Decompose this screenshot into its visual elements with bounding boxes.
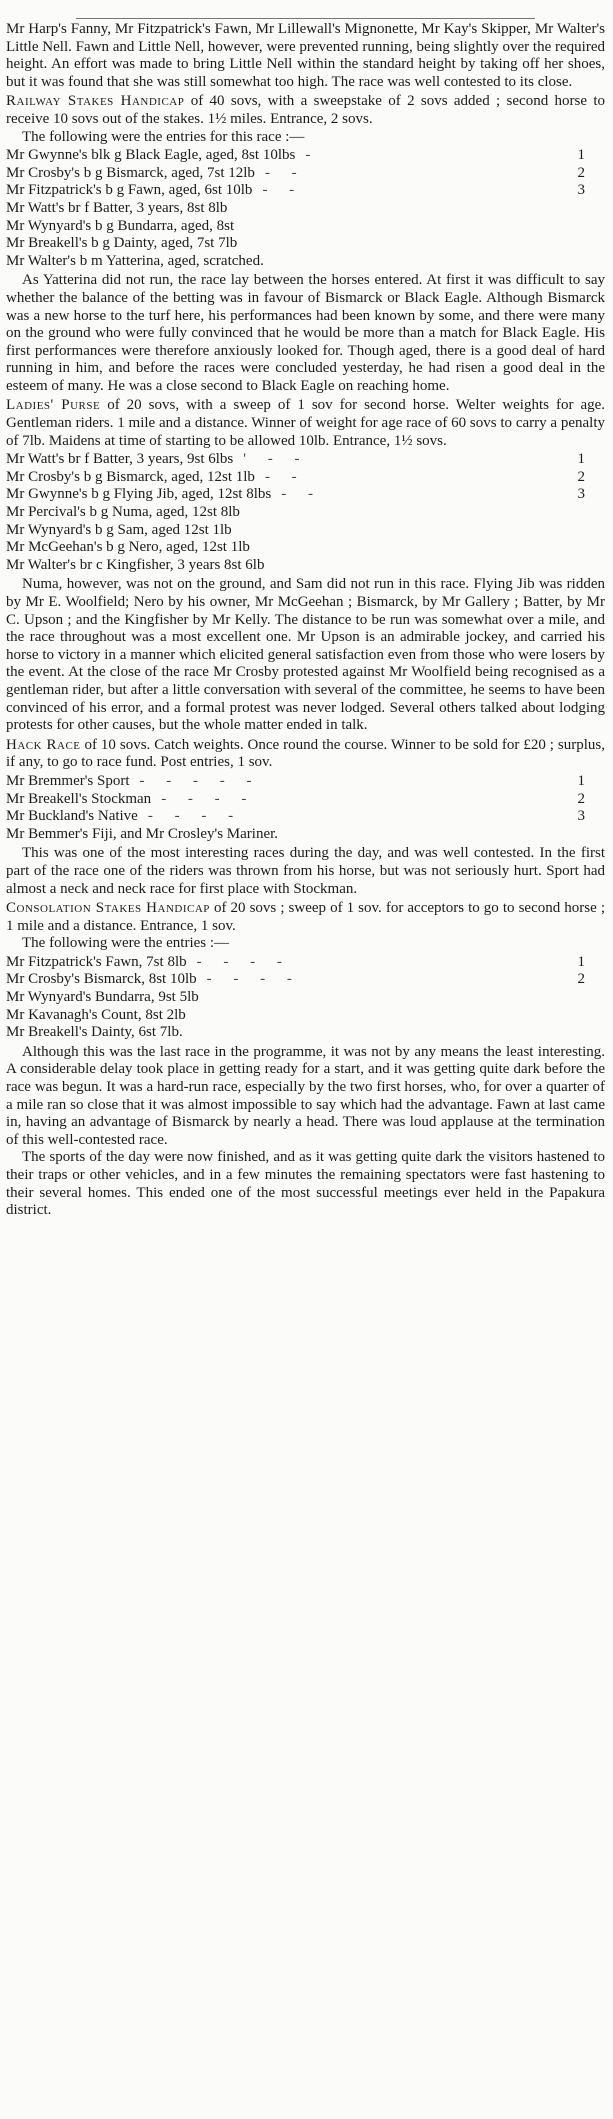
entry-leader-dots bbox=[234, 218, 557, 236]
entry-leader-dots bbox=[186, 1007, 557, 1025]
entry-placing: 2 bbox=[577, 790, 585, 807]
entry-row bbox=[6, 147, 605, 165]
entry-leader-dots bbox=[227, 200, 557, 218]
entry-leader-dots bbox=[250, 539, 557, 557]
race-heading bbox=[6, 397, 605, 450]
entry-leader-dots: - - bbox=[264, 468, 306, 485]
entry-horse: Mr Fitzpatrick's Fawn, 7st 8lb bbox=[6, 953, 187, 970]
race-terms: of 20 sovs, with a sweep of 1 sov for second horse. Welter weights for age. Gentleman riders. 1 mile and a distance. Winner of weight for age race of 60 sovs to carry a penalty of 7lb. Maidens at time of starting to be allowed 10lb. Entrance, 1½ sovs. bbox=[6, 397, 606, 449]
entry-placing bbox=[557, 253, 605, 271]
entry-leader-dots bbox=[237, 235, 557, 253]
entry-row bbox=[6, 808, 605, 826]
entry-horse: Mr Fitzpatrick's b g Fawn, aged, 6st 10lb bbox=[6, 182, 253, 199]
entry-row bbox=[6, 200, 605, 218]
entry-horse: Mr Bemmer's Fiji, and Mr Crosley's Mariner. bbox=[6, 825, 279, 842]
entry-placing bbox=[557, 826, 605, 844]
race-block bbox=[6, 900, 605, 1220]
entry-horse: Mr Gwynne's b g Flying Jib, aged, 12st 8lbs bbox=[6, 486, 272, 503]
entry-placing: 1 bbox=[577, 772, 585, 789]
race-terms: of 40 sovs, with a sweepstake of 2 sovs added ; second horse to receive 10 sovs out of the stakes. 1½ miles. Entrance, 2 sovs. bbox=[6, 93, 606, 127]
entry-placing bbox=[557, 235, 605, 253]
entry-leader-dots bbox=[199, 989, 557, 1007]
entry-leader-dots bbox=[278, 826, 557, 844]
entry-row bbox=[6, 1007, 605, 1025]
entry-leader-dots: - - - - - bbox=[139, 772, 261, 789]
entry-horse: Mr Bremmer's Sport bbox=[6, 772, 130, 789]
entries-intro: The following were the entries for this race :— bbox=[22, 128, 305, 145]
report-paragraph: Although this was the last race in the programme, it was not by any means the least interesting. A considerable delay took place in getting ready for a start, and it was getting quite dark before the race was begun. It was a hard-run race, especially by the two first horses, who, for over a quarter of a mile ran so close that it was almost impossible to say which had the advantage. Fawn at last came in, having an advantage of Bismarck by nearly a head. There was loud applause at the termination of this well-contested race. bbox=[6, 1043, 605, 1148]
report-paragraph: As Yatterina did not run, the race lay between the horses entered. At first it was difficult to say whether the balance of the betting was in favour of Bismarck or Black Eagle. Although Bismarck was a new horse to the turf here, his performances had been known by some, and there were many on the ground who were fully convinced that he would be more than a match for Black Eagle. His first performances were therefore anxiously looked for. Though aged, there is a good deal of hard running in him, and before the races were concluded yesterday, he had risen a good deal in the esteem of many. He was a close second to Black Eagle on reaching home. bbox=[6, 272, 605, 394]
entry-horse: Mr Wynyard's b g Sam, aged 12st 1lb bbox=[6, 521, 232, 538]
entry-horse: Mr Kavanagh's Count, 8st 2lb bbox=[6, 1006, 186, 1023]
entry-placing: 2 bbox=[577, 971, 585, 988]
entry-placing bbox=[557, 1007, 605, 1025]
entry-horse: Mr Crosby's Bismarck, 8st 10lb bbox=[6, 971, 197, 988]
entry-placing: 3 bbox=[577, 808, 585, 825]
race-heading bbox=[6, 900, 605, 935]
entry-leader-dots bbox=[264, 557, 557, 575]
entry-row bbox=[6, 451, 605, 469]
entry-horse: Mr Breakell's Dainty, 6st 7lb. bbox=[6, 1024, 183, 1041]
entry-row bbox=[6, 791, 605, 809]
entry-row bbox=[6, 165, 605, 183]
entry-placing: 2 bbox=[577, 164, 585, 181]
race-terms: of 10 sovs. Catch weights. Once round the course. Winner to be sold for £20 ; surplus, if any, to go to race fund. Post entries, 1 sov. bbox=[6, 736, 606, 771]
entry-horse: Mr Wynyard's Bundarra, 9st 5lb bbox=[6, 989, 199, 1006]
entry-leader-dots: - - - - bbox=[206, 971, 301, 988]
race-heading bbox=[6, 93, 605, 128]
entries-list bbox=[6, 147, 605, 270]
race-block bbox=[6, 737, 605, 898]
entry-horse: Mr Crosby's b g Bismarck, aged, 12st 1lb bbox=[6, 468, 255, 485]
entry-placing bbox=[557, 200, 605, 218]
entry-leader-dots bbox=[183, 1024, 557, 1042]
entry-row bbox=[6, 954, 605, 972]
entry-horse: Mr Breakell's b g Dainty, aged, 7st 7lb bbox=[6, 235, 238, 252]
entry-placing bbox=[557, 989, 605, 1007]
entry-row bbox=[6, 773, 605, 791]
entry-row bbox=[6, 469, 605, 487]
entry-horse: Mr Walter's b m Yatterina, aged, scratched. bbox=[6, 252, 264, 269]
entry-horse: Mr Walter's br c Kingfisher, 3 years 8st 6lb bbox=[6, 556, 265, 573]
entry-placing bbox=[557, 1024, 605, 1042]
race-terms: of 20 sovs ; sweep of 1 sov. for acceptors to go to second horse ; 1 mile and a distance. Entrance, 1 sov. bbox=[6, 900, 606, 934]
race-block bbox=[6, 397, 605, 734]
entry-row bbox=[6, 235, 605, 253]
entry-row bbox=[6, 557, 605, 575]
race-report bbox=[6, 576, 605, 734]
entry-horse: Mr Breakell's Stockman bbox=[6, 790, 152, 807]
entry-leader-dots: - - - - bbox=[147, 808, 243, 825]
race-name: Ladies' Purse bbox=[6, 397, 101, 414]
entry-row bbox=[6, 504, 605, 522]
entry-leader-dots: - bbox=[305, 147, 320, 164]
entry-leader-dots: ' - - bbox=[243, 451, 309, 468]
entry-placing bbox=[557, 539, 605, 557]
entry-horse: Mr McGeehan's b g Nero, aged, 12st 1lb bbox=[6, 539, 250, 556]
race-report bbox=[6, 1044, 605, 1220]
entry-placing: 2 bbox=[577, 468, 585, 485]
race-name: Consolation Stakes Handicap bbox=[6, 900, 210, 917]
entries-list bbox=[6, 451, 605, 574]
entry-horse: Mr Buckland's Native bbox=[6, 808, 138, 825]
entries-list bbox=[6, 773, 605, 843]
entry-leader-dots bbox=[264, 253, 557, 271]
race-name: Hack Race bbox=[6, 736, 81, 753]
race-results bbox=[6, 93, 605, 1219]
entry-placing bbox=[557, 557, 605, 575]
entry-placing bbox=[557, 504, 605, 522]
entry-leader-dots bbox=[232, 522, 557, 540]
entry-horse: Mr Crosby's b g Bismarck, aged, 7st 12lb bbox=[6, 164, 255, 181]
entry-row bbox=[6, 253, 605, 271]
entries-intro: The following were the entries :— bbox=[22, 935, 230, 952]
entry-placing: 1 bbox=[577, 451, 585, 468]
entry-row bbox=[6, 989, 605, 1007]
entry-horse: Mr Watt's br f Batter, 3 years, 8st 8lb bbox=[6, 199, 228, 216]
entry-row bbox=[6, 539, 605, 557]
race-block bbox=[6, 93, 605, 395]
entry-placing: 1 bbox=[577, 953, 585, 970]
entry-leader-dots: - - - - bbox=[161, 790, 256, 807]
top-rule bbox=[76, 4, 535, 19]
opening-paragraph: Mr Harp's Fanny, Mr Fitzpatrick's Fawn, Mr Lillewall's Mignonette, Mr Kay's Skipper, Mr Walter's Little Nell. Fawn and Little Nell, however, were prevented running, being slightly over the required height. An effort was made to bring Little Nell within the standard height by taking off her shoes, but it was found that she was still somewhat too high. The race was well contested to its close. bbox=[6, 21, 605, 90]
entry-leader-dots: - - bbox=[264, 164, 306, 181]
entry-placing bbox=[557, 218, 605, 236]
entry-leader-dots: - - bbox=[281, 486, 322, 503]
entry-horse: Mr Watt's br f Batter, 3 years, 9st 6lbs bbox=[6, 451, 234, 468]
report-paragraph: This was one of the most interesting races during the day, and was well contested. In the first part of the race one of the riders was thrown from his horse, but was not seriously hurt. Sport had almost a neck and neck race for first place with Stockman. bbox=[6, 845, 605, 897]
entry-row bbox=[6, 971, 605, 989]
entry-row bbox=[6, 182, 605, 200]
race-name: Railway Stakes Handicap bbox=[6, 93, 185, 110]
entry-horse: Mr Gwynne's blk g Black Eagle, aged, 8st 10lbs bbox=[6, 147, 296, 164]
entry-placing bbox=[557, 522, 605, 540]
entry-row bbox=[6, 1024, 605, 1042]
race-report bbox=[6, 272, 605, 395]
entry-leader-dots: - - - - bbox=[196, 953, 291, 970]
entry-leader-dots: - - bbox=[262, 182, 304, 199]
entry-placing: 3 bbox=[577, 182, 585, 199]
entry-placing: 3 bbox=[577, 486, 585, 503]
entry-placing: 1 bbox=[577, 147, 585, 164]
report-paragraph: Numa, however, was not on the ground, and Sam did not run in this race. Flying Jib was ridden by Mr E. Woolfield; Nero by his owner, Mr McGeehan ; Bismarck, by Mr Gallery ; Batter, by Mr C. Upson ; and the Kingfisher by Mr Kelly. The distance to be run was somewhat over a mile, and the race throughout was a most excellent one. Mr Upson is an admirable jockey, and carried his horse to victory in a manner which elicited general satisfaction even from those who were losers by the event. At the close of the race Mr Crosby protested against Mr Woolfield being recognised as a gentleman rider, but after a little conversation with several of the committee, he seems to have been convinced of his error, and a formal protest was never lodged. Several others talked about lodging protests for other causes, but the whole matter ended in talk. bbox=[6, 576, 605, 734]
race-heading bbox=[6, 737, 605, 772]
entry-row bbox=[6, 522, 605, 540]
entry-row bbox=[6, 826, 605, 844]
race-report bbox=[6, 845, 605, 898]
entry-leader-dots bbox=[240, 504, 557, 522]
entries-list bbox=[6, 954, 605, 1042]
entry-row bbox=[6, 218, 605, 236]
report-paragraph: The sports of the day were now finished, and as it was getting quite dark the visitors hastened to their traps or other vehicles, and in a few minutes the remaining spectators were fast hastening to their several homes. This ended one of the most successful meetings ever held in the Papakura district. bbox=[6, 1149, 605, 1219]
entry-horse: Mr Wynyard's b g Bundarra, aged, 8st bbox=[6, 217, 235, 234]
entry-horse: Mr Percival's b g Numa, aged, 12st 8lb bbox=[6, 504, 240, 521]
entry-row bbox=[6, 486, 605, 504]
